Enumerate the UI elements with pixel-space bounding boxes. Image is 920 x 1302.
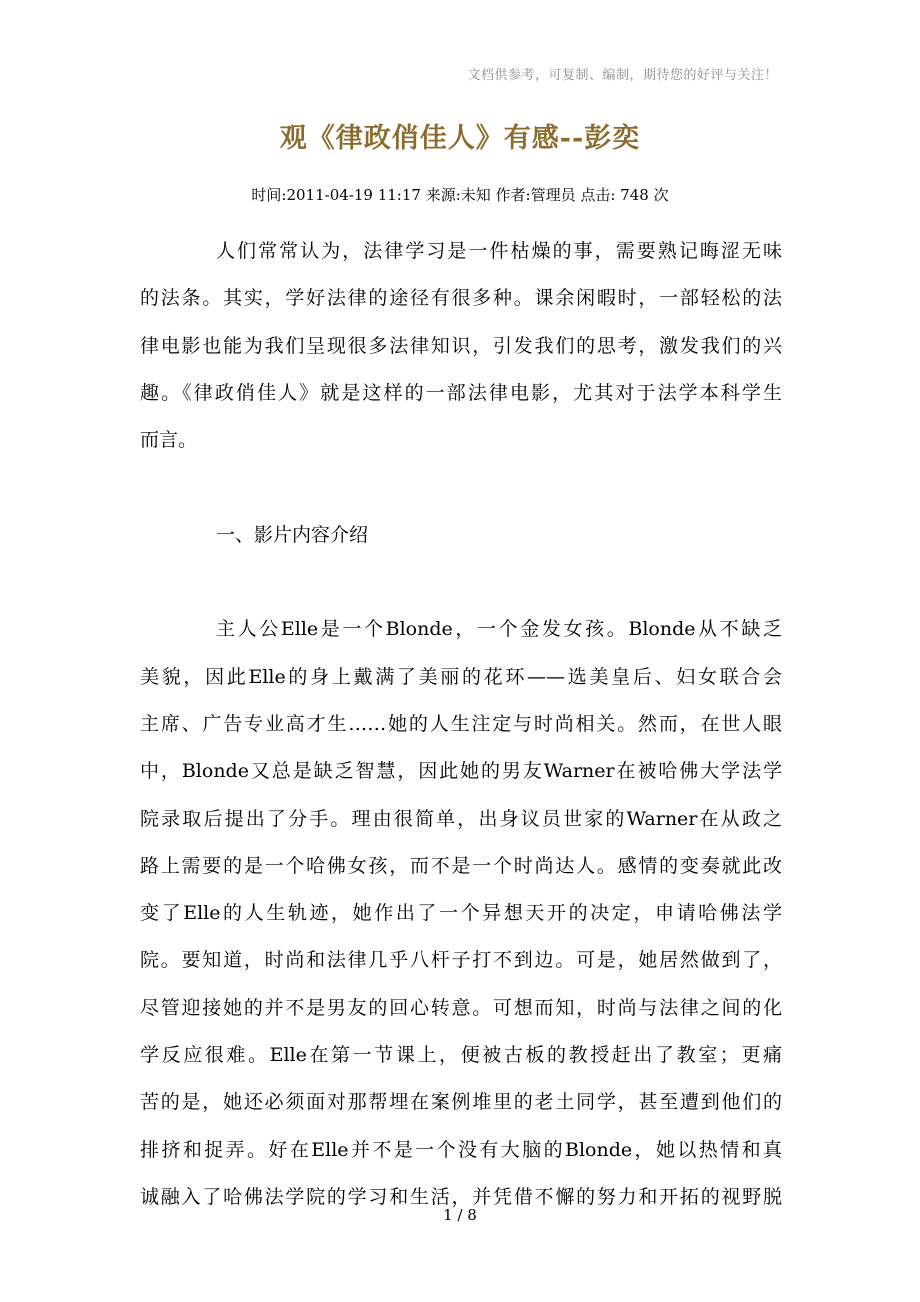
paragraph-line: 中，Blonde又总是缺乏智慧，因此她的男友Warner在被哈佛大学法学 bbox=[140, 760, 782, 783]
paragraph-line: 学反应很难。Elle在第一节课上，便被古板的教授赶出了教室；更痛 bbox=[140, 1044, 782, 1067]
paragraph-line: 而言。 bbox=[140, 429, 198, 452]
paragraph-line: 路上需要的是一个哈佛女孩，而不是一个时尚达人。感情的变奏就此改 bbox=[140, 854, 782, 877]
article-meta: 时间:2011-04-19 11:17 来源:未知 作者:管理员 点击: 748 次 bbox=[251, 186, 669, 204]
section-heading: 一、影片内容介绍 bbox=[216, 523, 369, 546]
paragraph-line: 美貌，因此Elle的身上戴满了美丽的花环——选美皇后、妇女联合会 bbox=[140, 665, 782, 688]
paragraph-intro bbox=[140, 228, 782, 464]
paragraph-line: 排挤和捉弄。好在Elle并不是一个没有大脑的Blonde，她以热情和真 bbox=[140, 1138, 782, 1161]
paragraph-line: 主席、广告专业高才生……她的人生注定与时尚相关。然而，在世人眼 bbox=[140, 712, 782, 735]
paragraph-plot bbox=[140, 606, 782, 1221]
paragraph-line: 院。要知道，时尚和法律几乎八杆子打不到边。可是，她居然做到了， bbox=[140, 949, 782, 972]
paragraph-line: 尽管迎接她的并不是男友的回心转意。可想而知，时尚与法律之间的化 bbox=[140, 996, 782, 1019]
paragraph-line: 人们常常认为，法律学习是一件枯燥的事，需要熟记晦涩无味 bbox=[216, 240, 782, 262]
paragraph-line: 主人公Elle是一个Blonde，一个金发女孩。Blonde从不缺乏 bbox=[216, 618, 782, 641]
paragraph-line: 的法条。其实，学好法律的途径有很多种。课余闲暇时，一部轻松的法 bbox=[140, 287, 782, 310]
paragraph-line: 院录取后提出了分手。理由很简单，出身议员世家的Warner在从政之 bbox=[140, 807, 782, 830]
paragraph-line: 律电影也能为我们呈现很多法律知识，引发我们的思考，激发我们的兴 bbox=[140, 334, 782, 357]
paragraph-line: 变了Elle的人生轨迹，她作出了一个异想天开的决定，申请哈佛法学 bbox=[140, 902, 782, 925]
paragraph-line: 趣。《律政俏佳人》就是这样的一部法律电影，尤其对于法学本科学生 bbox=[140, 381, 782, 404]
paragraph-gap bbox=[140, 464, 782, 511]
paragraph-line: 诚融入了哈佛法学院的学习和生活，并凭借不懈的努力和开拓的视野脱 bbox=[140, 1185, 782, 1208]
paragraph-line: 苦的是，她还必须面对那帮埋在案例堆里的老土同学，甚至遭到他们的 bbox=[140, 1091, 782, 1114]
paragraph-gap bbox=[140, 559, 782, 606]
page-number: 1 / 8 bbox=[443, 1206, 477, 1224]
header-note: 文档供参考，可复制、编制，期待您的好评与关注！ bbox=[467, 68, 778, 83]
document-body bbox=[140, 228, 782, 1221]
document-title: 观《律政俏佳人》有感--彭奕 bbox=[279, 123, 641, 154]
